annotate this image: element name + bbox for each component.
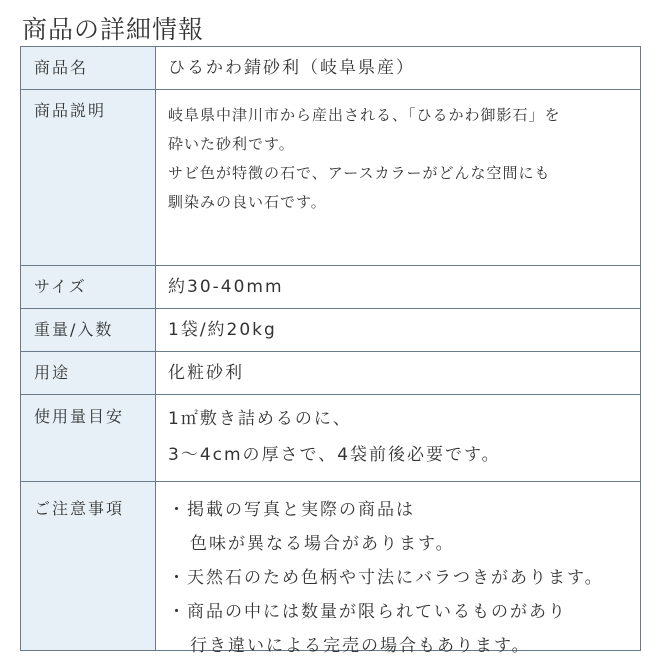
row-label: 使用量目安	[21, 395, 156, 481]
row-value	[156, 90, 640, 265]
row-value	[156, 309, 640, 351]
table-row-description	[21, 90, 640, 266]
table-row-notes	[21, 482, 640, 656]
row-label: サイズ	[21, 266, 156, 308]
product-name-text: ひるかわ錆砂利（岐阜県産）	[168, 58, 415, 78]
table-row-weight	[21, 309, 640, 352]
note-line: ・掲載の写真と実際の商品は	[168, 500, 415, 520]
row-value	[156, 266, 640, 308]
table-row-usage	[21, 352, 640, 395]
description-line: サビ色が特徴の石で、アースカラーがどんな空間にも	[168, 164, 551, 182]
note-line: ・商品の中には数量が限られているものがあり	[168, 602, 567, 622]
usage-text: 化粧砂利	[168, 363, 244, 383]
note-line: 行き違いによる完売の場合もあります。	[190, 636, 531, 656]
row-label: 商品名	[21, 47, 156, 89]
row-label: ご注意事項	[21, 482, 156, 650]
row-value	[156, 395, 640, 481]
description-line: 砕いた砂利です。	[168, 135, 295, 153]
table-row-amount-guide	[21, 395, 640, 482]
amount-guide-line: 1㎡敷き詰めるのに、	[168, 409, 352, 429]
table-row-product-name	[21, 47, 640, 90]
amount-guide-line: 3～4cmの厚さで、4袋前後必要です。	[168, 445, 501, 465]
note-line: 色味が異なる場合があります。	[190, 534, 455, 554]
row-label: 用途	[21, 352, 156, 394]
description-line: 馴染みの良い石です。	[168, 193, 327, 211]
page-title: 商品の詳細情報	[22, 15, 205, 44]
row-label: 重量/入数	[21, 309, 156, 351]
size-text: 約30-40mm	[168, 277, 284, 297]
table-row-size	[21, 266, 640, 309]
row-label: 商品説明	[21, 90, 156, 265]
weight-text: 1袋/約20kg	[168, 320, 277, 340]
row-value	[156, 47, 640, 89]
spec-table	[20, 46, 641, 656]
row-value	[156, 352, 640, 394]
description-line: 岐阜県中津川市から産出される、「ひるかわ御影石」を	[168, 106, 561, 124]
row-value	[156, 482, 640, 656]
note-line: ・天然石のため色柄や寸法にバラつきがあります。	[168, 568, 604, 588]
